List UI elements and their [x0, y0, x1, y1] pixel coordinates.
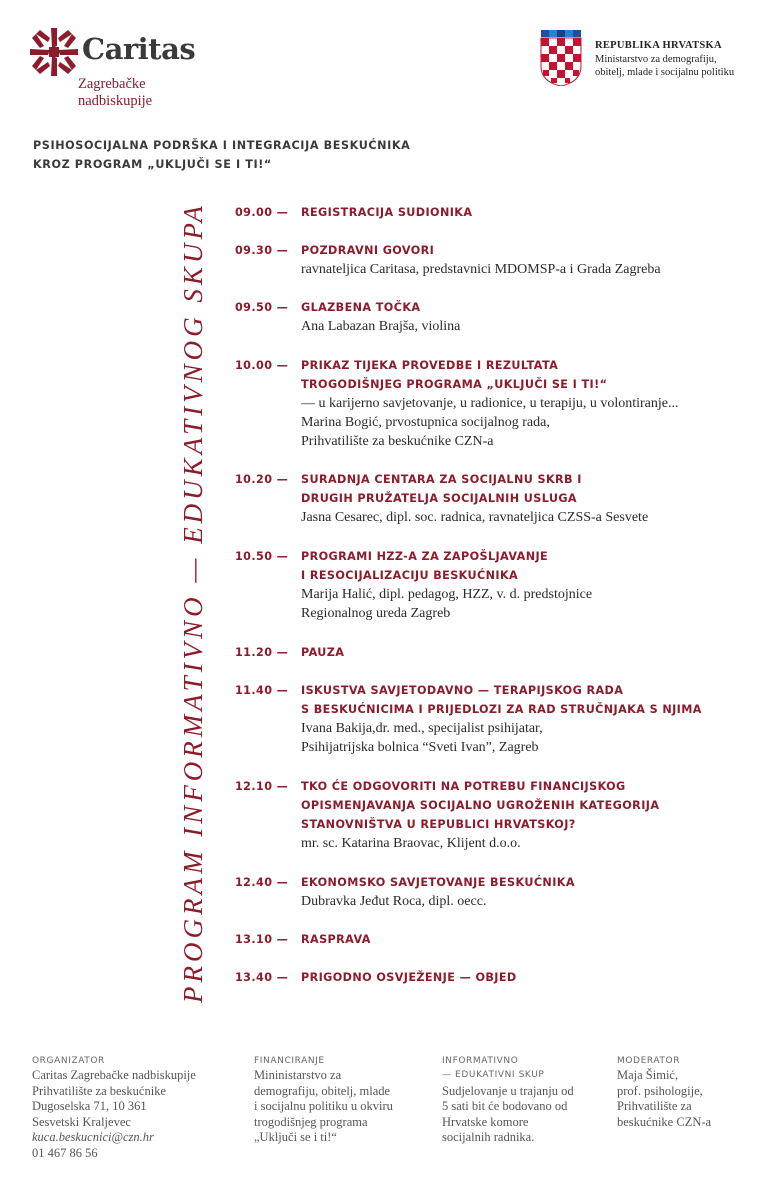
footer-phone: 01 467 86 56 — [32, 1145, 98, 1160]
schedule-time: 13.10 — — [235, 933, 289, 946]
schedule-heading: EKONOMSKO SAVJETOVANJE BESKUĆNIKA — [301, 876, 575, 889]
schedule-heading: ISKUSTVA SAVJETODAVNO — TERAPIJSKOG RADA — [301, 684, 624, 697]
caritas-subtitle: Zagrebačke nadbiskupije — [78, 76, 153, 109]
footer-line: demografiju, obitelj, mlade — [254, 1083, 391, 1098]
schedule-description: Dubravka Jeđut Roca, dipl. oecc. — [301, 894, 487, 909]
caritas-cross-icon — [30, 28, 78, 76]
schedule-time: 09.50 — — [235, 301, 289, 314]
document-title-line-2: KROZ PROGRAM „UKLJUČI SE I TI!“ — [33, 158, 272, 171]
schedule-description: Ivana Bakija,dr. med., specijalist psihijatar, — [301, 721, 543, 736]
footer-line: Sesvetski Kraljevec — [32, 1114, 131, 1129]
schedule-description: — u karijerno savjetovanje, u radionice, u terapiju, u volontiranje... — [301, 396, 679, 411]
schedule-description: Jasna Cesarec, dipl. soc. radnica, ravnateljica CZSS-a Sesvete — [301, 510, 649, 525]
government-logo — [540, 30, 760, 90]
footer-label: INFORMATIVNO — [442, 1056, 519, 1066]
schedule-heading: I RESOCIJALIZACIJU BESKUĆNIKA — [301, 569, 519, 582]
footer-line: Hrvatske komore — [442, 1114, 529, 1129]
footer-line: Caritas Zagrebačke nadbiskupije — [32, 1068, 196, 1082]
schedule-time: 10.20 — — [235, 473, 289, 486]
schedule-time: 09.00 — — [235, 206, 289, 219]
document-title-line-1: PSIHOSOCIJALNA PODRŠKA I INTEGRACIJA BESKUĆNIKA — [33, 139, 411, 152]
footer-email[interactable]: kuca.beskucnici@czn.hr — [32, 1130, 154, 1144]
footer-organizator — [32, 1056, 242, 1161]
caritas-name: Caritas — [82, 32, 196, 66]
footer-line: i socijalnu politiku u okviru — [254, 1099, 393, 1113]
schedule-heading: POZDRAVNI GOVORI — [301, 244, 435, 257]
schedule-time: 10.50 — — [235, 550, 289, 563]
schedule-heading: RASPRAVA — [301, 933, 371, 946]
schedule-heading: OPISMENJAVANJA SOCIJALNO UGROŽENIH KATEGORIJA — [301, 799, 660, 812]
schedule-description: Ana Labazan Brajša, violina — [301, 319, 461, 334]
schedule-heading: PAUZA — [301, 646, 345, 659]
schedule-description: Marija Halić, dipl. pedagog, HZZ, v. d. predstojnice — [301, 587, 593, 602]
footer-financiranje — [254, 1056, 429, 1146]
croatian-coat-of-arms-icon — [540, 30, 582, 86]
schedule-heading: PRIKAZ TIJEKA PROVEDBE I REZULTATA — [301, 359, 559, 372]
footer-label: MODERATOR — [617, 1056, 681, 1066]
schedule-heading: TROGODIŠNJEG PROGRAMA „UKLJUČI SE I TI!“ — [301, 378, 608, 391]
footer-informativno — [442, 1056, 607, 1146]
schedule-heading: S BESKUĆNICIMA I PRIJEDLOZI ZA RAD STRUČNJAKA S NJIMA — [301, 703, 702, 716]
schedule-heading: REGISTRACIJA SUDIONIKA — [301, 206, 473, 219]
schedule-description: Marina Bogić, prvostupnica socijalnog rada, — [301, 415, 550, 430]
gov-title: REPUBLIKA HRVATSKA — [595, 40, 722, 51]
footer-label: ORGANIZATOR — [32, 1056, 105, 1066]
schedule-heading: GLAZBENA TOČKA — [301, 301, 421, 314]
schedule-time: 11.40 — — [235, 684, 289, 697]
gov-line: obitelj, mlade i socijalnu politiku — [595, 67, 735, 78]
schedule-heading: PROGRAMI HZZ-A ZA ZAPOŠLJAVANJE — [301, 550, 549, 563]
schedule-description: mr. sc. Katarina Braovac, Klijent d.o.o. — [301, 836, 521, 851]
footer-line: trogodišnjeg programa — [254, 1114, 368, 1129]
footer-line: Prihvatilište za beskućnike — [32, 1083, 166, 1098]
schedule-time: 12.40 — — [235, 876, 289, 889]
schedule-heading: STANOVNIŠTVA U REPUBLICI HRVATSKOJ? — [301, 818, 576, 831]
schedule-description: ravnateljica Caritasa, predstavnici MDOMSP-a i Grada Zagreba — [301, 262, 661, 277]
footer-line: 5 sati bit će bodovano od — [442, 1099, 568, 1113]
gov-line: Ministarstvo za demografiju, — [595, 54, 717, 65]
side-title: PROGRAM INFORMATIVNO — EDUKATIVNOG SKUPA — [178, 202, 208, 1003]
footer-line: „Uključi se i ti!“ — [254, 1130, 337, 1144]
footer-moderator — [617, 1056, 757, 1130]
schedule-time: 09.30 — — [235, 244, 289, 257]
caritas-logo — [30, 28, 220, 109]
footer-line: Sudjelovanje u trajanju od — [442, 1083, 574, 1098]
footer-line: beskućnike CZN-a — [617, 1114, 712, 1129]
schedule-heading: SURADNJA CENTARA ZA SOCIJALNU SKRB I — [301, 473, 582, 486]
schedule-time: 10.00 — — [235, 359, 289, 372]
footer-line: Prihvatilište za — [617, 1099, 692, 1113]
footer-line: Mininistarstvo za — [254, 1068, 342, 1082]
footer-line: — EDUKATIVNI SKUP — [442, 1070, 545, 1080]
schedule-description: Prihvatilište za beskućnike CZN-a — [301, 434, 494, 449]
footer-line: socijalnih radnika. — [442, 1130, 535, 1144]
footer-line: Maja Šimić, — [617, 1068, 679, 1082]
footer-label: FINANCIRANJE — [254, 1056, 325, 1066]
footer-line: Dugoselska 71, 10 361 — [32, 1099, 147, 1113]
footer-line: prof. psihologije, — [617, 1083, 703, 1098]
schedule-time: 11.20 — — [235, 646, 289, 659]
schedule-description: Regionalnog ureda Zagreb — [301, 606, 451, 621]
schedule-time: 12.10 — — [235, 780, 289, 793]
schedule-heading: PRIGODNO OSVJEŽENJE — OBJED — [301, 971, 517, 984]
schedule-heading: DRUGIH PRUŽATELJA SOCIJALNIH USLUGA — [301, 492, 577, 505]
schedule-heading: TKO ĆE ODGOVORITI NA POTREBU FINANCIJSKOG — [301, 780, 626, 793]
schedule-time: 13.40 — — [235, 971, 289, 984]
schedule-description: Psihijatrijska bolnica “Sveti Ivan”, Zagreb — [301, 740, 539, 755]
